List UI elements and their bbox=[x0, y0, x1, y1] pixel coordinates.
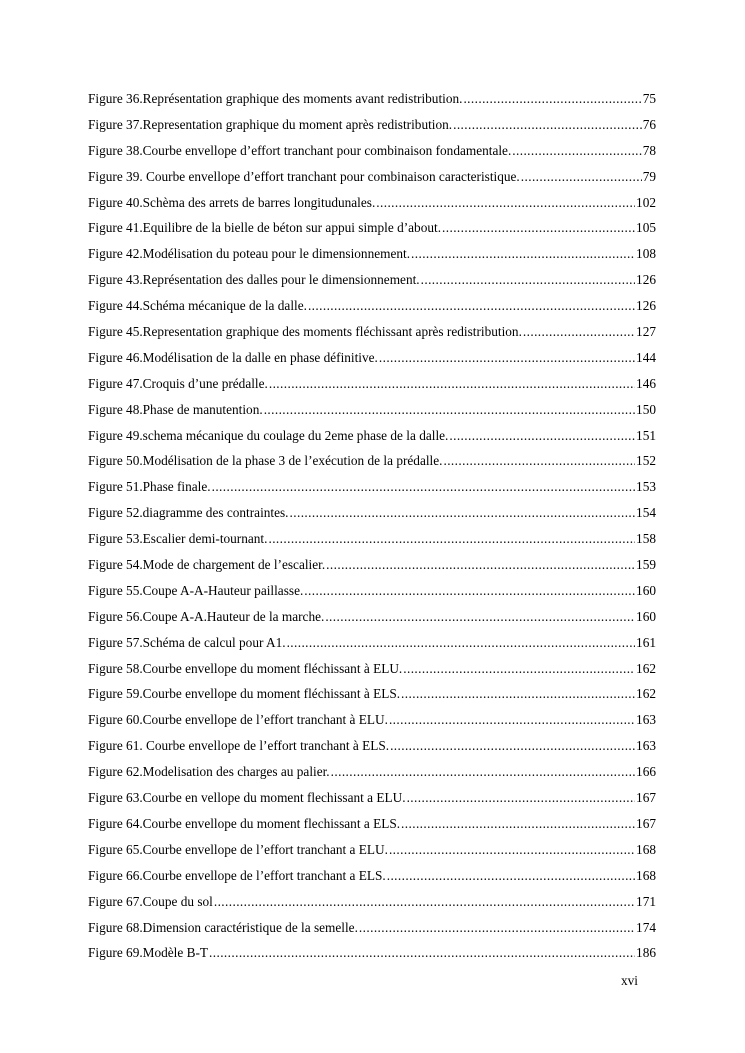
entry-title: Figure 40.Schèma des arrets de barres longitudunales. bbox=[88, 194, 376, 210]
entry-title: Figure 66.Courbe envellope de l’effort tranchant a ELS. bbox=[88, 867, 386, 883]
entry-title: Figure 38.Courbe envellope d’effort tranchant pour combinaison fondamentale. bbox=[88, 142, 512, 158]
dot-leader bbox=[411, 241, 635, 267]
dot-leader bbox=[463, 86, 641, 112]
entry-title: Figure 42.Modélisation du poteau pour le dimensionnement. bbox=[88, 246, 411, 262]
toc-entry[interactable] bbox=[88, 940, 656, 966]
dot-leader bbox=[209, 940, 635, 966]
entry-title: Figure 48.Phase de manutention. bbox=[88, 401, 263, 417]
toc-entry[interactable] bbox=[88, 319, 656, 345]
entry-page: 150 bbox=[636, 401, 656, 417]
dot-leader bbox=[268, 526, 635, 552]
entry-title: Figure 53.Escalier demi-tournant. bbox=[88, 531, 268, 547]
toc-entry[interactable] bbox=[88, 526, 656, 552]
entry-page: 186 bbox=[636, 945, 656, 961]
entry-page: 146 bbox=[636, 375, 656, 391]
dot-leader bbox=[214, 889, 635, 915]
toc-entry[interactable] bbox=[88, 578, 656, 604]
entry-page: 151 bbox=[636, 427, 656, 443]
toc-entry[interactable] bbox=[88, 164, 656, 190]
dot-leader bbox=[387, 863, 635, 889]
entry-page: 163 bbox=[636, 738, 656, 754]
entry-title: Figure 41.Equilibre de la bielle de béton sur appui simple d’about. bbox=[88, 220, 442, 236]
page-number: xvi bbox=[621, 973, 638, 988]
entry-title: Figure 43.Représentation des dalles pour le dimensionnement. bbox=[88, 272, 420, 288]
entry-title: Figure 47.Croquis d’une prédalle. bbox=[88, 375, 268, 391]
entry-title: Figure 50.Modélisation de la phase 3 de l’exécution de la prédalle. bbox=[88, 453, 443, 469]
list-of-figures bbox=[88, 86, 656, 966]
entry-page: 174 bbox=[636, 919, 656, 935]
dot-leader bbox=[403, 656, 635, 682]
entry-title: Figure 63.Courbe en vellope du moment flechissant a ELU. bbox=[88, 790, 406, 806]
entry-page: 144 bbox=[636, 349, 656, 365]
entry-title: Figure 44.Schéma mécanique de la dalle. bbox=[88, 298, 307, 314]
toc-entry[interactable] bbox=[88, 785, 656, 811]
entry-page: 167 bbox=[636, 790, 656, 806]
entry-title: Figure 37.Representation graphique du moment après redistribution. bbox=[88, 116, 453, 132]
entry-title: Figure 59.Courbe envellope du moment fléchissant à ELS. bbox=[88, 686, 401, 702]
entry-title: Figure 68.Dimension caractéristique de la semelle. bbox=[88, 919, 358, 935]
dot-leader bbox=[442, 215, 635, 241]
dot-leader bbox=[325, 604, 635, 630]
entry-title: Figure 45.Representation graphique des moments fléchissant après redistribution. bbox=[88, 324, 522, 340]
toc-entry[interactable] bbox=[88, 371, 656, 397]
toc-entry[interactable] bbox=[88, 552, 656, 578]
entry-title: Figure 61. Courbe envellope de l’effort tranchant à ELS. bbox=[88, 738, 390, 754]
entry-title: Figure 65.Courbe envellope de l’effort tranchant a ELU. bbox=[88, 841, 388, 857]
dot-leader bbox=[401, 681, 635, 707]
entry-title: Figure 52.diagramme des contraintes. bbox=[88, 505, 289, 521]
dot-leader bbox=[421, 267, 635, 293]
entry-page: 166 bbox=[636, 764, 656, 780]
toc-entry[interactable] bbox=[88, 863, 656, 889]
dot-leader bbox=[290, 500, 636, 526]
toc-entry[interactable] bbox=[88, 630, 656, 656]
toc-entry[interactable] bbox=[88, 681, 656, 707]
toc-entry[interactable] bbox=[88, 190, 656, 216]
entry-page: 160 bbox=[636, 608, 656, 624]
toc-entry[interactable] bbox=[88, 293, 656, 319]
entry-title: Figure 55.Coupe A-A-Hauteur paillasse. bbox=[88, 582, 304, 598]
entry-page: 105 bbox=[636, 220, 656, 236]
toc-entry[interactable] bbox=[88, 915, 656, 941]
entry-page: 79 bbox=[642, 168, 656, 184]
entry-page: 78 bbox=[642, 142, 656, 158]
entry-title: Figure 69.Modèle B-T bbox=[88, 945, 209, 961]
dot-leader bbox=[453, 112, 642, 138]
entry-title: Figure 39. Courbe envellope d’effort tranchant pour combinaison caracteristique. bbox=[88, 168, 520, 184]
toc-entry[interactable] bbox=[88, 448, 656, 474]
entry-page: 154 bbox=[636, 505, 656, 521]
entry-title: Figure 49.schema mécanique du coulage du 2eme phase de la dalle. bbox=[88, 427, 449, 443]
entry-page: 162 bbox=[636, 686, 656, 702]
entry-title: Figure 58.Courbe envellope du moment fléchissant à ELU. bbox=[88, 660, 403, 676]
entry-title: Figure 64.Courbe envellope du moment flechissant a ELS. bbox=[88, 815, 401, 831]
dot-leader bbox=[523, 319, 635, 345]
toc-entry[interactable] bbox=[88, 759, 656, 785]
toc-entry[interactable] bbox=[88, 241, 656, 267]
entry-title: Figure 46.Modélisation de la dalle en phase définitive. bbox=[88, 349, 378, 365]
toc-entry[interactable] bbox=[88, 267, 656, 293]
entry-page: 126 bbox=[636, 298, 656, 314]
dot-leader bbox=[443, 448, 635, 474]
toc-entry[interactable] bbox=[88, 345, 656, 371]
entry-page: 167 bbox=[636, 815, 656, 831]
entry-page: 76 bbox=[642, 116, 656, 132]
dot-leader bbox=[212, 474, 635, 500]
entry-page: 108 bbox=[636, 246, 656, 262]
toc-entry[interactable] bbox=[88, 889, 656, 915]
toc-entry[interactable] bbox=[88, 707, 656, 733]
entry-title: Figure 56.Coupe A-A.Hauteur de la marche. bbox=[88, 608, 325, 624]
toc-entry[interactable] bbox=[88, 656, 656, 682]
entry-page: 159 bbox=[636, 557, 656, 573]
toc-entry[interactable] bbox=[88, 397, 656, 423]
toc-entry[interactable] bbox=[88, 138, 656, 164]
entry-page: 168 bbox=[636, 867, 656, 883]
entry-title: Figure 67.Coupe du sol bbox=[88, 893, 213, 909]
entry-title: Figure 54.Mode de chargement de l’escalier. bbox=[88, 557, 326, 573]
dot-leader bbox=[359, 915, 635, 941]
dot-leader bbox=[308, 293, 635, 319]
dot-leader bbox=[304, 578, 635, 604]
dot-leader bbox=[389, 837, 635, 863]
entry-title: Figure 36.Représentation graphique des moments avant redistribution. bbox=[88, 91, 463, 106]
entry-page: 163 bbox=[636, 712, 656, 728]
dot-leader bbox=[449, 423, 635, 449]
dot-leader bbox=[512, 138, 641, 164]
dot-leader bbox=[287, 630, 635, 656]
dot-leader bbox=[390, 733, 635, 759]
dot-leader bbox=[379, 345, 635, 371]
toc-entry[interactable] bbox=[88, 423, 656, 449]
dot-leader bbox=[376, 190, 635, 216]
dot-leader bbox=[401, 811, 635, 837]
toc-entry[interactable] bbox=[88, 837, 656, 863]
dot-leader bbox=[326, 552, 635, 578]
entry-title: Figure 57.Schéma de calcul pour A1. bbox=[88, 634, 286, 650]
toc-entry[interactable] bbox=[88, 86, 656, 112]
entry-page: 161 bbox=[636, 634, 656, 650]
dot-leader bbox=[331, 759, 635, 785]
entry-title: Figure 60.Courbe envellope de l’effort tranchant à ELU. bbox=[88, 712, 388, 728]
entry-title: Figure 62.Modelisation des charges au palier. bbox=[88, 764, 330, 780]
entry-page: 102 bbox=[636, 194, 656, 210]
dot-leader bbox=[269, 371, 635, 397]
entry-page: 153 bbox=[636, 479, 656, 495]
toc-entry[interactable] bbox=[88, 811, 656, 837]
entry-page: 171 bbox=[636, 893, 656, 909]
toc-entry[interactable] bbox=[88, 474, 656, 500]
toc-entry[interactable] bbox=[88, 500, 656, 526]
entry-title: Figure 51.Phase finale. bbox=[88, 479, 211, 495]
toc-entry[interactable] bbox=[88, 733, 656, 759]
entry-page: 158 bbox=[636, 531, 656, 547]
dot-leader bbox=[521, 164, 642, 190]
toc-entry[interactable] bbox=[88, 112, 656, 138]
dot-leader bbox=[407, 785, 635, 811]
toc-entry[interactable] bbox=[88, 215, 656, 241]
dot-leader bbox=[264, 397, 635, 423]
entry-page: 160 bbox=[636, 582, 656, 598]
entry-page: 168 bbox=[636, 841, 656, 857]
entry-page: 75 bbox=[642, 91, 656, 106]
entry-page: 162 bbox=[636, 660, 656, 676]
dot-leader bbox=[389, 707, 635, 733]
entry-page: 152 bbox=[636, 453, 656, 469]
toc-entry[interactable] bbox=[88, 604, 656, 630]
entry-page: 127 bbox=[636, 324, 656, 340]
entry-page: 126 bbox=[636, 272, 656, 288]
